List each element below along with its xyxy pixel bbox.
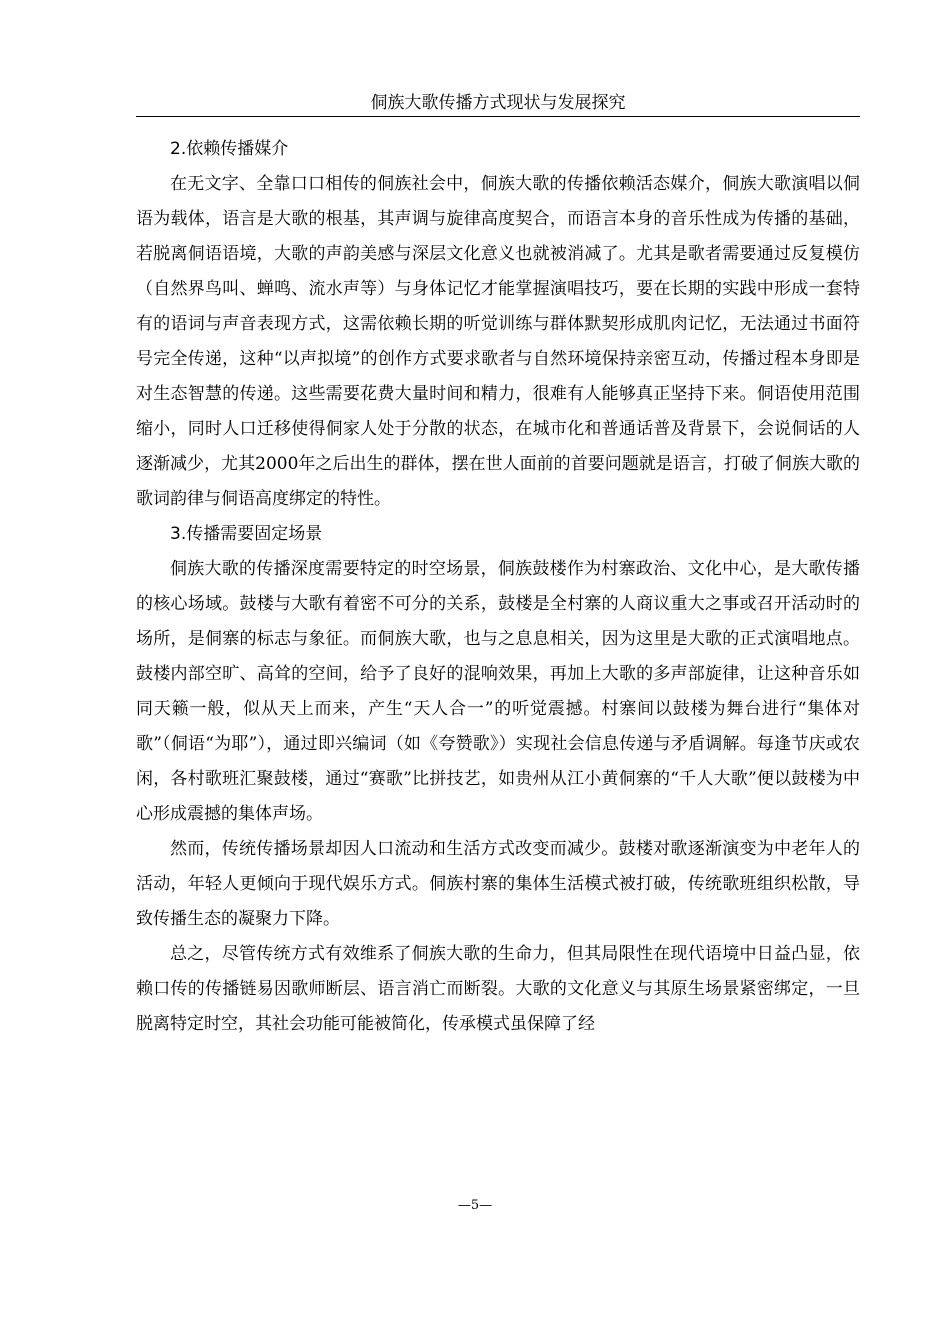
section-fixed-scene (136, 517, 860, 1042)
page-number: —5— (457, 1198, 493, 1213)
page-body (136, 132, 860, 1042)
body-paragraph: 在无文字、全靠口口相传的侗族社会中，侗族大歌的传播依赖活态媒介，侗族大歌演唱以侗语为载体，语言是大歌的根基，其声调与旋律高度契合，而语言本身的音乐性成为传播的基础，若脱离侗语语境，大歌的声韵美感与深层文化意义也就被消减了。尤其是歌者需要通过反复模仿（自然界鸟叫、蝉鸣、流水声等）与身体记忆才能掌握演唱技巧，要在长期的实践中形成一套特有的语词与声音表现方式，这需依赖长期的听觉训练与群体默契形成肌肉记忆，无法通过书面符号完全传递，这种“以声拟境”的创作方式要求歌者与自然环境保持亲密互动，传播过程本身即是对生态智慧的传递。这些需要花费大量时间和精力，很难有人能够真正坚持下来。侗语使用范围缩小，同时人口迁移使得侗家人处于分散的状态，在城市化和普通话普及背景下，会说侗话的人逐渐减少，尤其2000年之后出生的群体，摆在世人面前的首要问题就是语言，打破了侗族大歌的歌词韵律与侗语高度绑定的特性。 (136, 174, 860, 509)
running-header (136, 92, 860, 117)
header-title: 侗族大歌传播方式现状与发展探究 (370, 93, 626, 113)
body-paragraph: 总之，尽管传统方式有效维系了侗族大歌的生命力，但其局限性在现代语境中日益凸显，依赖口传的传播链易因歌师断层、语言消亡而断裂。大歌的文化意义与其原生场景紧密绑定，一旦脱离特定时空，其社会功能可能被简化，传承模式虽保障了经 (136, 944, 860, 1034)
body-paragraph: 然而，传统传播场景却因人口流动和生活方式改变而减少。鼓楼对歌逐渐演变为中老年人的活动，年轻人更倾向于现代娱乐方式。侗族村寨的集体生活模式被打破，传统歌班组织松散，导致传播生态的凝聚力下降。 (136, 839, 860, 929)
section-dependence-on-media (136, 132, 860, 517)
page-footer (0, 1196, 950, 1216)
section-heading: 3.传播需要固定场景 (170, 524, 323, 544)
body-paragraph: 侗族大歌的传播深度需要特定的时空场景，侗族鼓楼作为村寨政治、文化中心，是大歌传播的核心场域。鼓楼与大歌有着密不可分的关系，鼓楼是全村寨的人商议重大之事或召开活动时的场所，是侗寨的标志与象征。而侗族大歌，也与之息息相关，因为这里是大歌的正式演唱地点。鼓楼内部空旷、高耸的空间，给予了良好的混响效果，再加上大歌的多声部旋律，让这种音乐如同天籁一般，似从天上而来，产生“天人合一”的听觉震撼。村寨间以鼓楼为舞台进行“集体对歌”（侗语“为耶”），通过即兴编词（如《夸赞歌》）实现社会信息传递与矛盾调解。每逢节庆或农闲，各村歌班汇聚鼓楼，通过“赛歌”比拼技艺，如贵州从江小黄侗寨的“千人大歌”便以鼓楼为中心形成震撼的集体声场。 (136, 559, 860, 824)
section-heading: 2.依赖传播媒介 (170, 139, 289, 159)
